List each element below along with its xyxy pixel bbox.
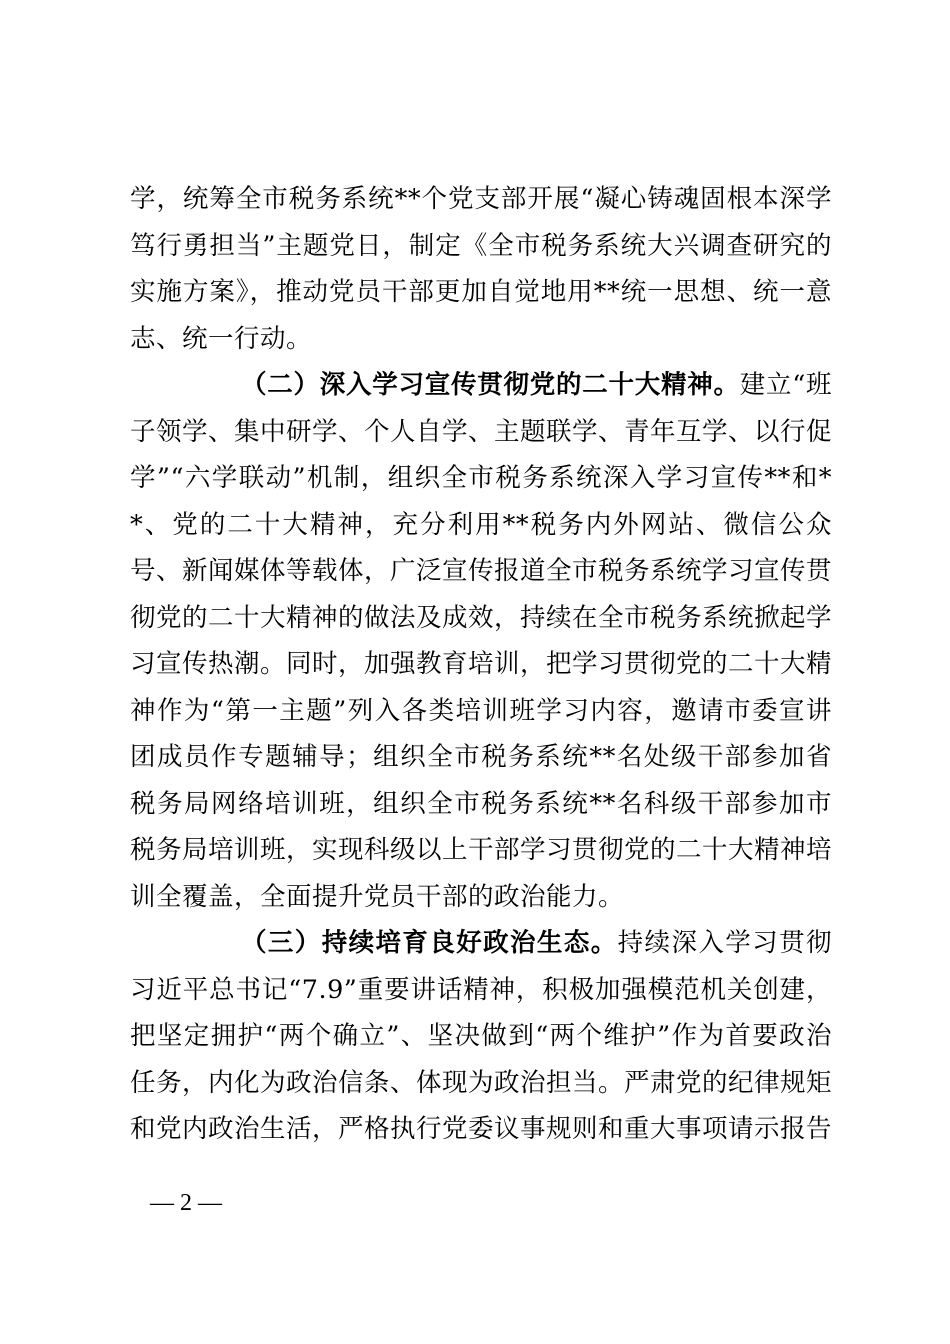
paragraph-text: [130, 362, 832, 920]
section-body-2: 建立“班子领学、集中研学、个人自学、主题联学、青年互学、以行促学”“六学联动”机制，组织全市税务系统深入学习宣传**和**、党的二十大精神，充分利用**税务内外网站、微信公众号、新闻媒体等载体，广泛宣传报道全市税务系统学习宣传贯彻党的二十大精神的做法及成效，持续在全市税务系统掀起学习宣传热潮。同时，加强教育培训，把学习贯彻党的二十大精神作为“第一主题”列入各类培训班学习内容，邀请市委宣讲团成员作专题辅导；组织全市税务系统**名处级干部参加省税务局网络培训班，组织全市税务系统**名科级干部参加市税务局培训班，实现科级以上干部学习贯彻党的二十大精神培训全覆盖，全面提升党员干部的政治能力。: [130, 370, 833, 912]
paragraph-body: 学，统筹全市税务系统**个党支部开展“凝心铸魂固根本深学笃行勇担当”主题党日，制定《全市税务系统大兴调查研究的实施方案》，推动党员干部更加自觉地用**统一思想、统一意志、统一行动。: [130, 184, 832, 354]
paragraph-text: [130, 920, 832, 1153]
paragraph-section-3: [130, 920, 832, 1153]
page-number: — 2 —: [150, 1190, 222, 1216]
section-heading-2: （二）深入学习宣传贯彻党的二十大精神。: [241, 370, 740, 400]
section-heading-3: （三）持续培育良好政治生态。: [241, 928, 618, 958]
section-body-3: 持续深入学习贯彻习近平总书记“7.9”重要讲话精神，积极加强模范机关创建，把坚定拥护“两个确立”、坚决做到“两个维护”作为首要政治任务，内化为政治信条、体现为政治担当。严肃党的纪律规矩和党内政治生活，严格执行党委议事规则和重大事项请示报告: [130, 928, 833, 1144]
paragraph-section-2: [130, 362, 832, 920]
paragraph-continuation: [130, 176, 832, 362]
